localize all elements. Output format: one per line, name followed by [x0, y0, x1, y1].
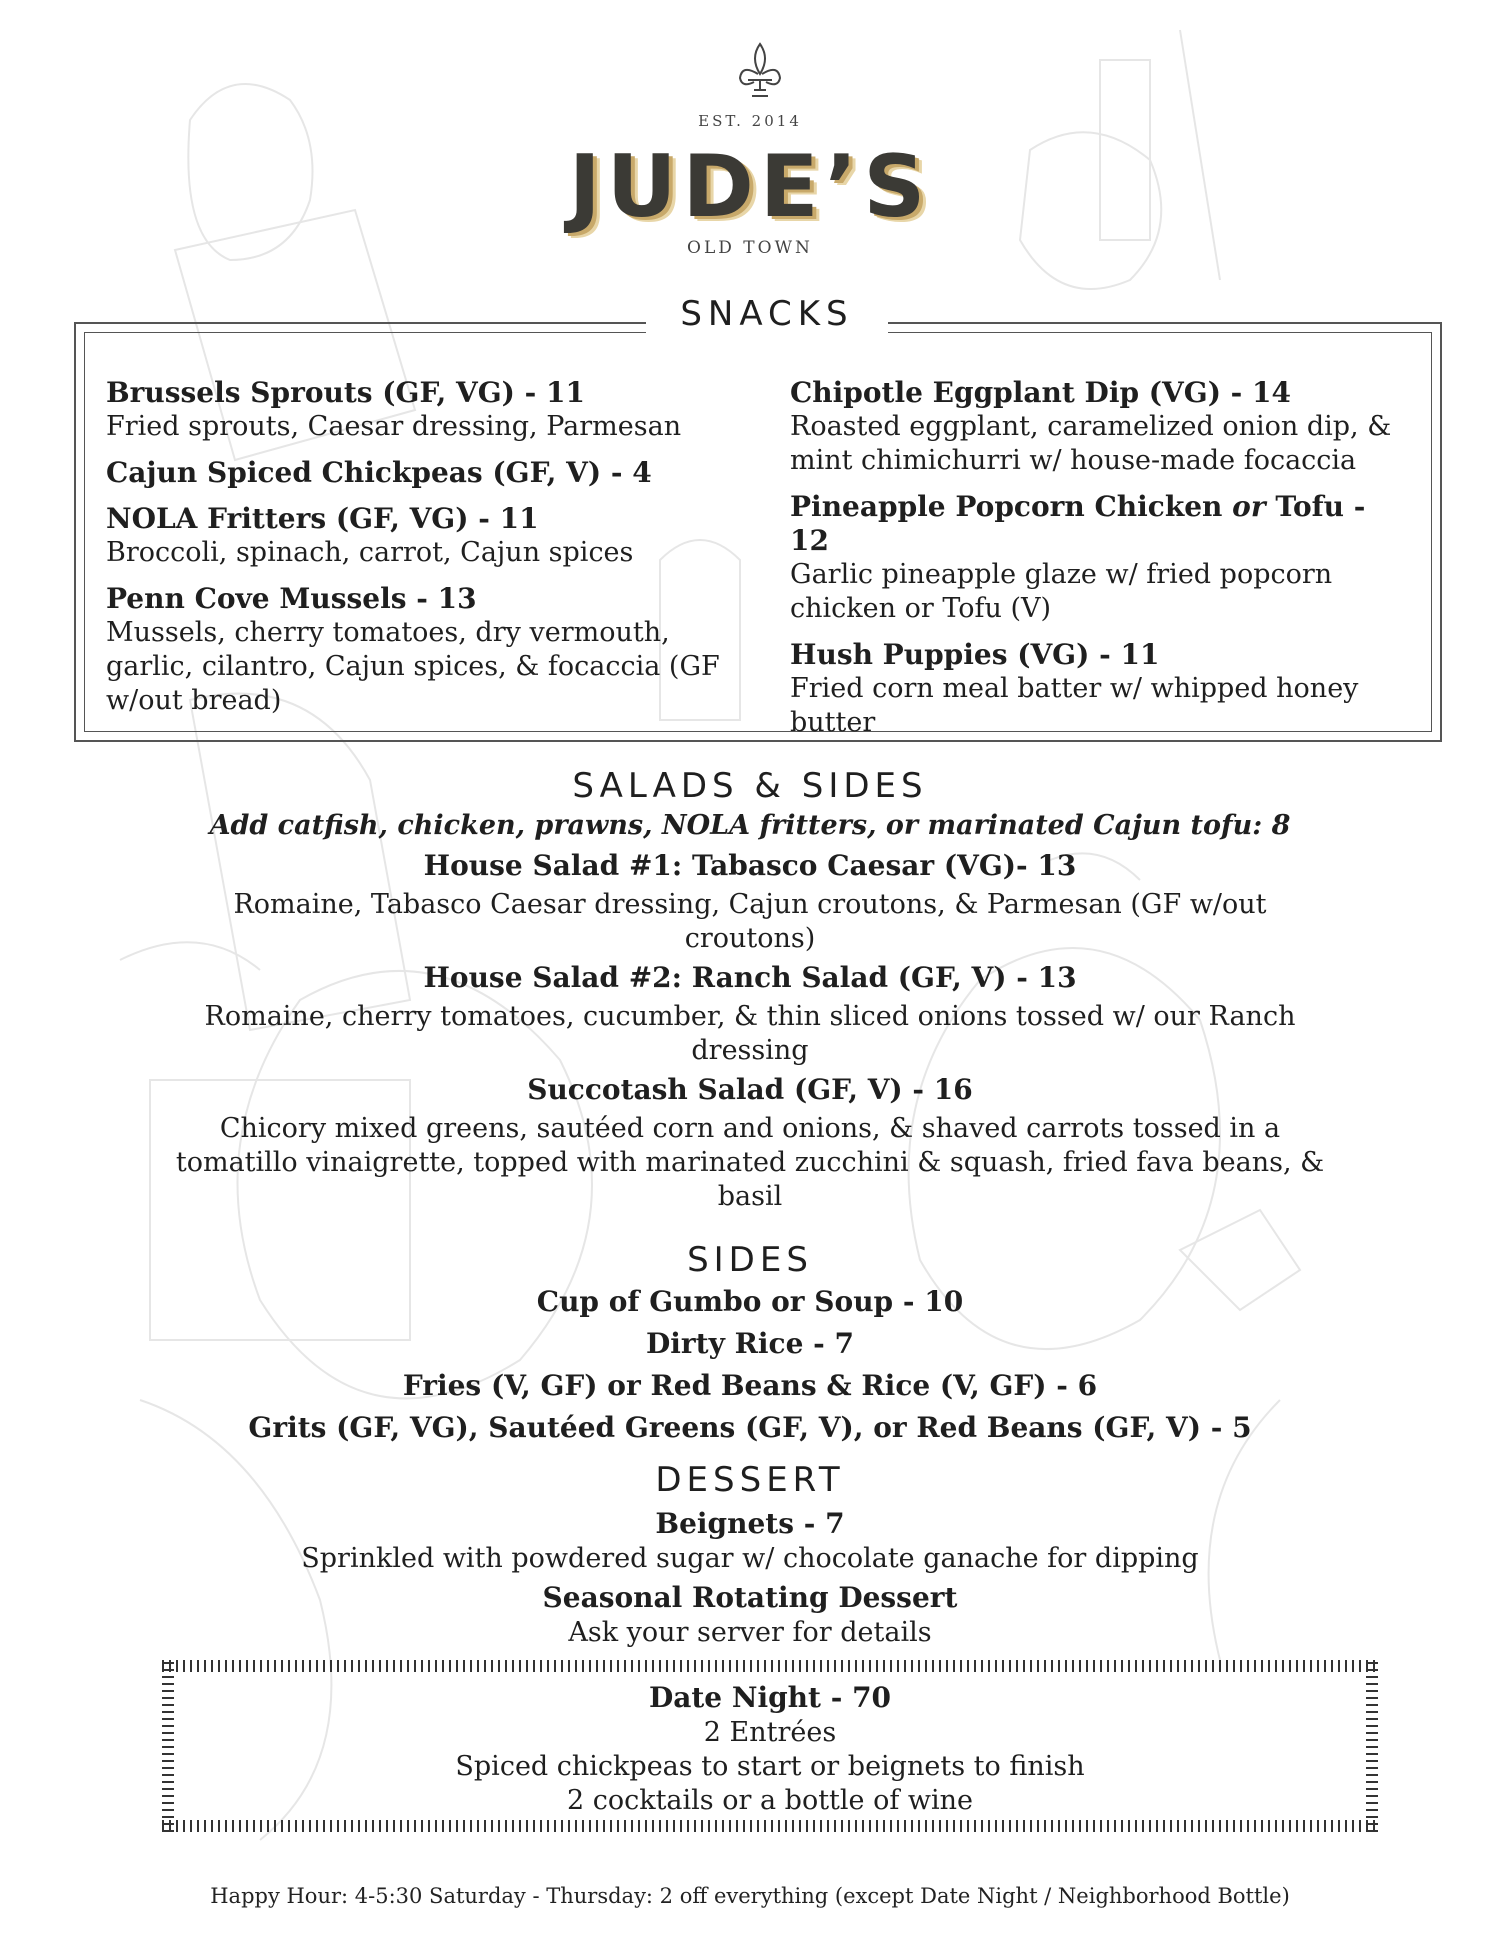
item-description: Romaine, Tabasco Caesar dressing, Cajun croutons, & Parmesan (GF w/out croutons)	[233, 889, 1267, 954]
item-description: Garlic pineapple glaze w/ fried popcorn chicken or Tofu (V)	[790, 559, 1333, 624]
menu-item	[0, 1072, 1500, 1214]
menu-item	[0, 960, 1500, 1068]
sides-heading: SIDES	[687, 1240, 813, 1280]
menu-item	[106, 376, 726, 444]
item-description: Romaine, cherry tomatoes, cucumber, & thin sliced onions tossed w/ our Ranch dressing	[204, 1001, 1296, 1066]
item-description: Chicory mixed greens, sautéed corn and onions, & shaved carrots tossed in a tomatillo vinaigrette, topped with marinated zucchini & squash, fried fava beans, & basil	[175, 1113, 1325, 1212]
item-name	[790, 490, 1410, 558]
add-protein-note: Add catfish, chicken, prawns, NOLA fritters, or marinated Cajun tofu: 8	[209, 810, 1291, 841]
item-name: Brussels Sprouts (GF, VG) - 11	[106, 376, 585, 409]
location-subtitle: OLD TOWN	[687, 238, 813, 258]
dessert-section	[0, 1460, 1500, 1650]
date-night-line: 2 Entrées	[703, 1717, 837, 1748]
item-description: Sprinkled with powdered sugar w/ chocolate ganache for dipping	[301, 1543, 1199, 1574]
item-name: House Salad #1: Tabasco Caesar (VG)- 13	[423, 849, 1077, 882]
side-item: Dirty Rice - 7	[646, 1327, 854, 1360]
item-name-part: Pineapple Popcorn Chicken	[790, 490, 1233, 523]
border-ticks	[162, 1660, 1378, 1672]
snacks-left-column	[106, 376, 726, 730]
snacks-right-column	[790, 376, 1410, 752]
sides-section	[0, 1240, 1500, 1446]
item-name: Succotash Salad (GF, V) - 16	[527, 1073, 973, 1106]
menu-item	[106, 582, 726, 718]
date-night-content	[162, 1680, 1378, 1818]
item-name-italic: or	[1232, 490, 1266, 523]
menu-item	[0, 848, 1500, 956]
item-name: NOLA Fritters (GF, VG) - 11	[106, 502, 539, 535]
side-item: Grits (GF, VG), Sautéed Greens (GF, V), or Red Beans (GF, V) - 5	[248, 1411, 1252, 1444]
item-name: Chipotle Eggplant Dip (VG) - 14	[790, 376, 1292, 409]
side-item: Fries (V, GF) or Red Beans & Rice (V, GF) - 6	[402, 1369, 1098, 1402]
menu-item	[790, 490, 1410, 626]
date-night-line: 2 cocktails or a bottle of wine	[566, 1785, 974, 1816]
side-item: Cup of Gumbo or Soup - 10	[536, 1285, 964, 1318]
snacks-heading: SNACKS	[646, 294, 888, 334]
date-night-line: Spiced chickpeas to start or beignets to finish	[455, 1751, 1085, 1782]
date-night-box	[162, 1660, 1378, 1832]
menu-item	[0, 1580, 1500, 1650]
snacks-section	[74, 294, 1442, 742]
menu-item	[106, 456, 726, 490]
item-name: Cajun Spiced Chickpeas (GF, V) - 4	[106, 456, 652, 489]
item-name: Seasonal Rotating Dessert	[542, 1581, 958, 1614]
border-ticks	[162, 1820, 1378, 1832]
established-text: EST. 2014	[698, 112, 802, 130]
item-name: Beignets - 7	[655, 1507, 845, 1540]
item-name: House Salad #2: Ranch Salad (GF, V) - 13	[423, 961, 1077, 994]
menu-item	[106, 502, 726, 570]
item-description: Fried corn meal batter w/ whipped honey butter	[790, 673, 1359, 738]
item-description: Fried sprouts, Caesar dressing, Parmesan	[106, 411, 682, 442]
item-description: Roasted eggplant, caramelized onion dip, & mint chimichurri w/ house-made focaccia	[790, 411, 1392, 476]
menu-item	[790, 376, 1410, 478]
fleur-de-lis-icon	[736, 40, 784, 100]
menu-item	[790, 638, 1410, 740]
salads-heading: SALADS & SIDES	[572, 766, 928, 806]
item-name: Penn Cove Mussels - 13	[106, 582, 477, 615]
item-name: Hush Puppies (VG) - 11	[790, 638, 1160, 671]
salads-section	[0, 766, 1500, 1214]
item-description: Broccoli, spinach, carrot, Cajun spices	[106, 537, 634, 568]
dessert-heading: DESSERT	[655, 1460, 845, 1500]
menu-item	[0, 1506, 1500, 1576]
happy-hour-footer: Happy Hour: 4-5:30 Saturday - Thursday: 2 off everything (except Date Night / Neighborhood Bottle)	[210, 1884, 1290, 1908]
restaurant-logo: JUDE’S	[568, 137, 932, 237]
item-name-part: Tofu - 12	[790, 490, 1366, 557]
item-description: Mussels, cherry tomatoes, dry vermouth, garlic, cilantro, Cajun spices, & focaccia (GF w/out bread)	[106, 617, 720, 716]
item-description: Ask your server for details	[568, 1617, 932, 1648]
date-night-title: Date Night - 70	[648, 1681, 892, 1714]
